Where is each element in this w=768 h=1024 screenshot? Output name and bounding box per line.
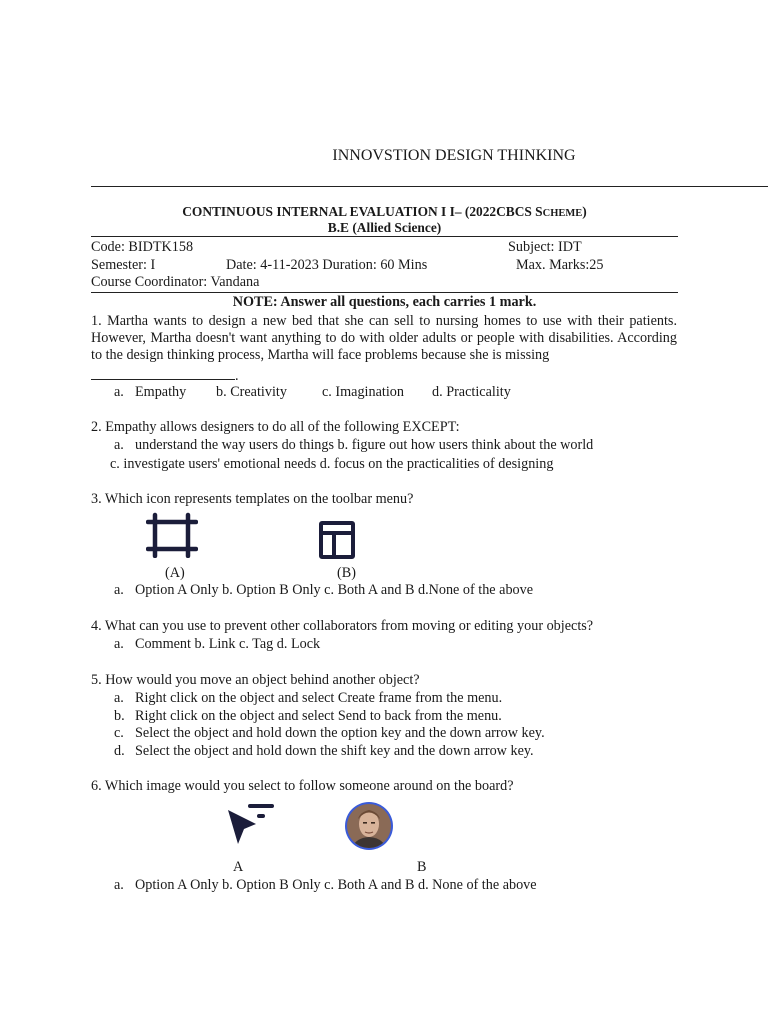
answer-blank (91, 367, 235, 380)
q3-option-marker: a. (114, 582, 124, 598)
q5-option-d: Select the object and hold down the shift key and the down arrow key. (135, 743, 534, 759)
template-layout-icon (318, 520, 356, 560)
q1-option-b: b. Creativity (216, 384, 287, 400)
q2-option-marker: a. (114, 437, 124, 453)
question-6-text: 6. Which image would you select to follow someone around on the board? (91, 778, 514, 794)
q5-option-c: Select the object and hold down the option key and the down arrow key. (135, 725, 545, 741)
q5-option-b: Right click on the object and select Send to back from the menu. (135, 708, 502, 724)
question-3-text: 3. Which icon represents templates on the toolbar menu? (91, 491, 414, 507)
q1-option-a: Empathy (135, 384, 187, 400)
exam-note: NOTE: Answer all questions, each carries 1 mark. (232, 294, 537, 310)
cursor-pointer-icon (226, 802, 278, 852)
question-4-text: 4. What can you use to prevent other collaborators from moving or editing your objects? (91, 618, 594, 634)
date-duration: Date: 4-11-2023 Duration: 60 Mins (226, 257, 428, 273)
q2-options-line-1: understand the way users do things b. figure out how users think about the world (135, 437, 594, 453)
title-rule (91, 186, 768, 187)
q5-option-a-marker: a. (114, 690, 124, 706)
semester: Semester: I (91, 257, 156, 273)
q5-option-c-marker: c. (114, 725, 124, 741)
q5-option-b-marker: b. (114, 708, 125, 724)
q5-option-a: Right click on the object and select Create frame from the menu. (135, 690, 503, 706)
q3-options: Option A Only b. Option B Only c. Both A and B d.None of the above (135, 582, 534, 598)
q2-options-line-2: c. investigate users' emotional needs d. focus on the practicalities of designing (110, 456, 554, 472)
q1-option-d: d. Practicality (432, 384, 511, 400)
q5-option-d-marker: d. (114, 743, 125, 759)
q1-option-marker: a. (114, 384, 124, 400)
q3-label-a: (A) (165, 565, 185, 581)
question-2-text: 2. Empathy allows designers to do all of the following EXCEPT: (91, 419, 460, 435)
avatar-photo (343, 800, 395, 852)
header-rule-bottom (91, 292, 678, 293)
q6-label-b: B (417, 859, 427, 875)
q6-options: Option A Only b. Option B Only c. Both A and B d. None of the above (135, 877, 537, 893)
q4-options: Comment b. Link c. Tag d. Lock (135, 636, 321, 652)
subject: Subject: IDT (508, 239, 582, 255)
header-rule-top (91, 236, 678, 237)
q6-label-a: A (233, 859, 244, 875)
q1-option-c: c. Imagination (322, 384, 404, 400)
max-marks: Max. Marks:25 (516, 257, 604, 273)
q4-option-marker: a. (114, 636, 124, 652)
exam-title: CONTINUOUS INTERNAL EVALUATION I I– (2022CBCS SCHEME) (182, 204, 587, 219)
question-1-blank: . (91, 367, 239, 385)
frame-icon (146, 512, 198, 558)
q6-option-marker: a. (114, 877, 124, 893)
q3-label-b: (B) (337, 565, 356, 581)
question-1 (91, 313, 677, 364)
program-name: B.E (Allied Science) (327, 220, 442, 235)
question-5-text: 5. How would you move an object behind another object? (91, 672, 420, 688)
question-1-text: 1. Martha wants to design a new bed that she can sell to nursing homes to use with their patients. However, Martha doesn't want anything to do with older adults or people with disabilities. According to the design thinking process, Martha will face problems because she is missing (91, 313, 677, 363)
document-title: INNOVSTION DESIGN THINKING (332, 147, 576, 164)
course-coordinator: Course Coordinator: Vandana (91, 274, 260, 290)
course-code: Code: BIDTK158 (91, 239, 194, 255)
